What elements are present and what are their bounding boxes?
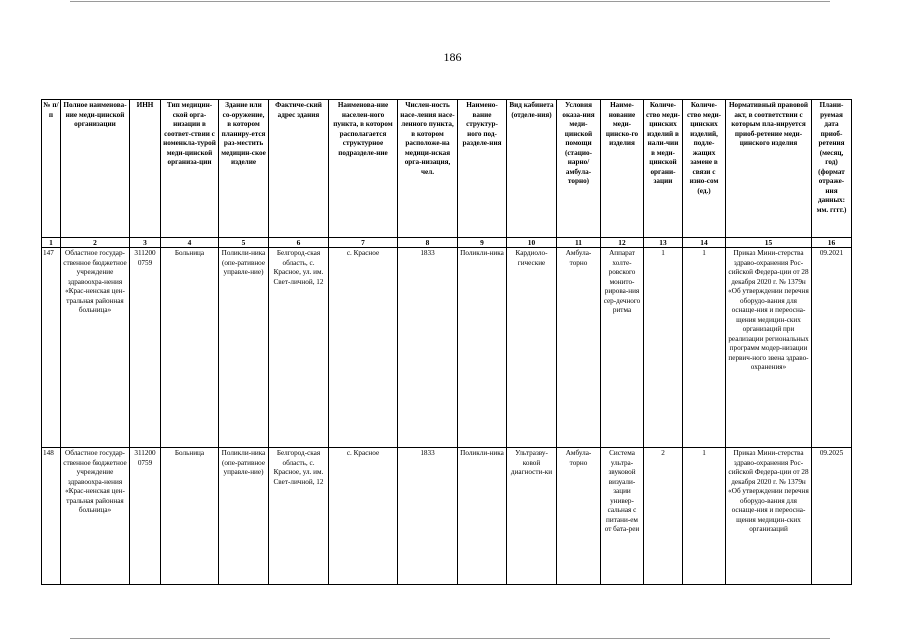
column-number: 12 xyxy=(601,238,644,248)
column-number: 11 xyxy=(557,238,601,248)
header-cell-settlement: Наименова-ние населен-ного пункта, в котором располагается структурное подразделе-ние xyxy=(329,100,398,238)
header-cell-conditions: Условия оказа-ния меди-цинской помощи (стацио-нарно/ амбула-торно) xyxy=(557,100,601,238)
column-number: 15 xyxy=(726,238,812,248)
cell-org: Областное государ-ственное бюджетное учреждение здравоохра-нения «Крас-ненская цен-тральная районная больница» xyxy=(61,448,130,585)
cell-type: Больница xyxy=(161,248,219,448)
cell-population: 1833 xyxy=(398,448,458,585)
header-cell-qty-replace: Количе-ство меди-цинских изделий, подле-жащих замене в связи с изно-сом (ед.) xyxy=(683,100,726,238)
column-number: 3 xyxy=(130,238,161,248)
cell-date: 09.2021 xyxy=(812,248,852,448)
column-number: 2 xyxy=(61,238,130,248)
column-number: 13 xyxy=(644,238,683,248)
cell-subdivision: Поликли-ника xyxy=(458,248,507,448)
header-cell-org: Полное наименова-ние меди-цинской организации xyxy=(61,100,130,238)
cell-subdivision: Поликли-ника xyxy=(458,448,507,585)
column-number: 8 xyxy=(398,238,458,248)
page-number: 186 xyxy=(443,50,462,64)
header-cell-building: Здание или со-оружение, в котором планиру-ется раз-местить медицин-ское изделие xyxy=(219,100,269,238)
bottom-scan-edge xyxy=(70,638,830,639)
column-number: 10 xyxy=(507,238,557,248)
column-number-row xyxy=(42,238,852,248)
column-number: 1 xyxy=(42,238,61,248)
header-cell-address: Фактиче-ский адрес здания xyxy=(269,100,329,238)
column-number: 14 xyxy=(683,238,726,248)
cell-conditions: Амбула-торно xyxy=(557,248,601,448)
cell-building: Поликли-ника (опе-ративное управле-ние) xyxy=(219,248,269,448)
table-row xyxy=(42,448,852,585)
cell-device: Аппарат холте-ровского монито-рирова-ния сер-дечного ритма xyxy=(601,248,644,448)
cell-num: 147 xyxy=(42,248,61,448)
column-number: 6 xyxy=(269,238,329,248)
cell-qty-available: 2 xyxy=(644,448,683,585)
top-scan-edge xyxy=(70,1,830,2)
column-number: 9 xyxy=(458,238,507,248)
header-cell-date: Плани-руемая дата приоб-ретения (месяц, год) (формат отраже-ния данных: мм. гггг.) xyxy=(812,100,852,238)
header-cell-population: Числен-ность насе-ления насе-ленного пункта, в котором расположе-на медици-нская орга-низация, чел. xyxy=(398,100,458,238)
header-cell-qty-available: Количе-ство меди-цинских изделий в нали-чии в меди-цинской органи-зации xyxy=(644,100,683,238)
cell-settlement: с. Красное xyxy=(329,248,398,448)
cell-act: Приказ Мини-стерства здраво-охранения Рос-сийской Федера-ции от 28 декабря 2020 г. № 1379н «Об утверждении перечня оборудо-вания для оснаще-ния и переосна-щения медицин-ских организаций при реализации региональных программ модер-низации первич-ного звена здраво-охранения» xyxy=(726,248,812,448)
cell-num: 148 xyxy=(42,448,61,585)
header-cell-type: Тип медицин-ской орга-низации в соответ-ствии с номенкла-турой меди-цинской организа-ции xyxy=(161,100,219,238)
cell-building: Поликли-ника (опе-ративное управле-ние) xyxy=(219,448,269,585)
column-number: 5 xyxy=(219,238,269,248)
header-cell-device: Наиме-нование меди-цинско-го изделия xyxy=(601,100,644,238)
cell-settlement: с. Красное xyxy=(329,448,398,585)
cell-inn: 311200 0759 xyxy=(130,448,161,585)
cell-org: Областное государ-ственное бюджетное учреждение здравоохра-нения «Крас-ненская цен-тральная районная больница» xyxy=(61,248,130,448)
header-cell-act: Нормативный правовой акт, в соответствии с которым пла-нируется приоб-ретение меди-цинского изделия xyxy=(726,100,812,238)
cell-act: Приказ Мини-стерства здраво-охранения Рос-сийской Федера-ции от 28 декабря 2020 г. № 1379н «Об утверждении перечня оборудо-вания для оснаще-ния и переосна-щения медицин-ских организаций xyxy=(726,448,812,585)
cell-type: Больница xyxy=(161,448,219,585)
cell-address: Белгород-ская область, с. Красное, ул. им. Свет-личной, 12 xyxy=(269,448,329,585)
header-row xyxy=(42,100,852,238)
column-number: 7 xyxy=(329,238,398,248)
cell-population: 1833 xyxy=(398,248,458,448)
cell-qty-replace: 1 xyxy=(683,448,726,585)
cell-cabinet: Ультразву-ковой диагности-ки xyxy=(507,448,557,585)
header-cell-subdivision: Наимено-вание структур-ного под-разделе-ния xyxy=(458,100,507,238)
table-row xyxy=(42,248,852,448)
column-number: 4 xyxy=(161,238,219,248)
cell-device: Система ультра-звуковой визуали-зации универ-сальная с питани-ем от бата-реи xyxy=(601,448,644,585)
header-cell-cabinet: Вид кабинета (отделе-ния) xyxy=(507,100,557,238)
cell-conditions: Амбула-торно xyxy=(557,448,601,585)
cell-qty-replace: 1 xyxy=(683,248,726,448)
header-cell-num: № п/п xyxy=(42,100,61,238)
equipment-table xyxy=(41,99,852,585)
cell-cabinet: Кардиоло-гические xyxy=(507,248,557,448)
header-cell-inn: ИНН xyxy=(130,100,161,238)
column-number: 16 xyxy=(812,238,852,248)
cell-date: 09.2025 xyxy=(812,448,852,585)
cell-address: Белгород-ская область, с. Красное, ул. им. Свет-личной, 12 xyxy=(269,248,329,448)
cell-inn: 311200 0759 xyxy=(130,248,161,448)
cell-qty-available: 1 xyxy=(644,248,683,448)
